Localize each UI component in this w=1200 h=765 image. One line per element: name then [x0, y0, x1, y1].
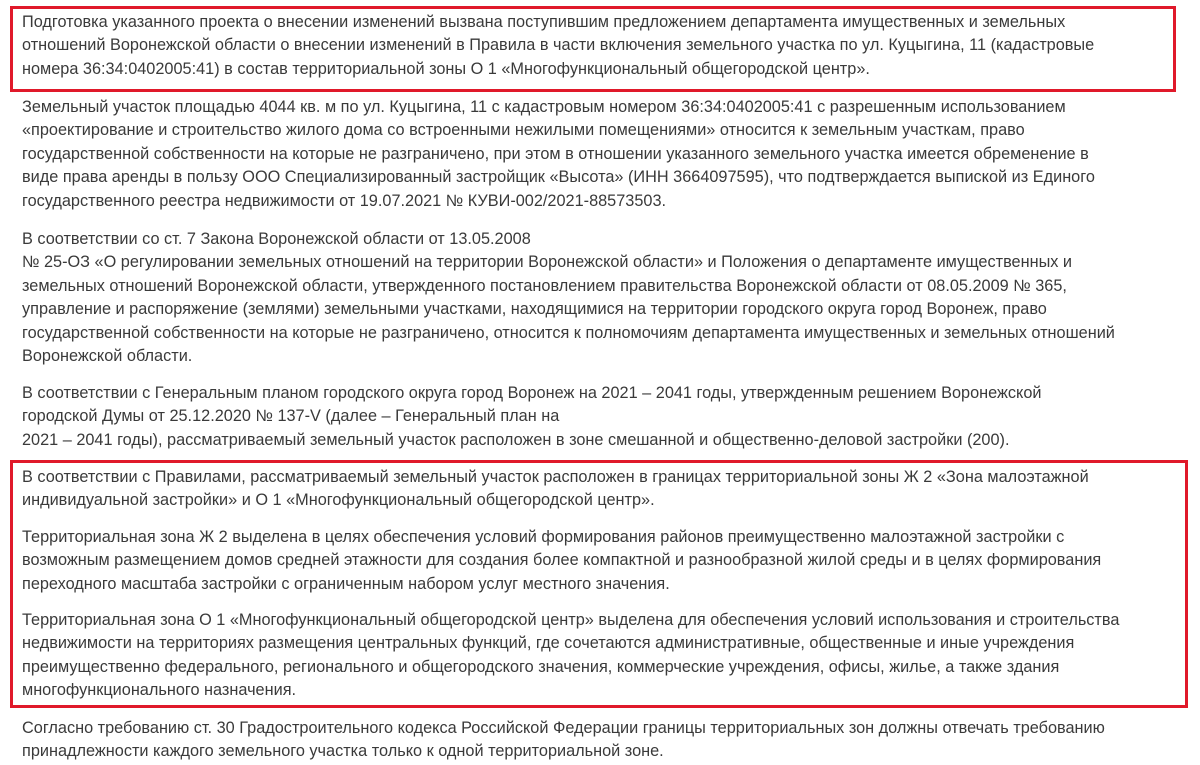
text-line: управление и распоряжение (землями) земельными участками, находящимися на территории городского округа город Воронеж, право: [22, 300, 1047, 319]
text-line: В соответствии с Генеральным планом городского округа город Воронеж на 2021 – 2041 годы, утвержденным решением Воронежской: [22, 384, 1042, 402]
paragraph-zone-zh2: [22, 526, 1101, 596]
text-line: Земельный участок площадью 4044 кв. м по ул. Куцыгина, 11 с кадастровым номером 36:34:0402005:41 с разрешенным использованием: [22, 98, 1066, 116]
text-line: городской Думы от 25.12.2020 № 137-V (далее – Генеральный план на: [22, 407, 560, 426]
text-line: № 25-ОЗ «О регулировании земельных отношений на территории Воронежской области» и Положения о департаменте имущественных и: [22, 253, 1073, 272]
text-line: 2021 – 2041 годы), рассматриваемый земельный участок расположен в зоне смешанной и общественно-деловой застройки (200).: [22, 430, 1010, 449]
text-line: Территориальная зона Ж 2 выделена в целях обеспечения условий формирования районов преимущественно малоэтажной застройки с: [22, 528, 1065, 546]
text-line: виде права аренды в пользу ООО Специализированный застройщик «Высота» (ИНН 3664097595), что подтверждается выпиской из Единого: [22, 168, 1095, 187]
text-line: номера 36:34:0402005:41) в состав территориальной зоны О 1 «Многофункциональный общегородской центр».: [22, 59, 870, 78]
paragraph-regional-law: [22, 228, 1115, 368]
text-line: недвижимости на территориях размещения центральных функций, где сочетаются административные, общественные и иные учреждения: [22, 634, 1075, 653]
text-line: земельных отношений Воронежской области, утвержденного постановлением правительства Воронежской области от 08.05.2009 № 365,: [22, 276, 1067, 295]
paragraph-rules-zones: [22, 466, 1089, 513]
text-line: Подготовка указанного проекта о внесении изменений вызвана поступившим предложением департамента имущественных и земельных: [22, 13, 1066, 31]
paragraph-zone-o1: [22, 609, 1119, 703]
text-line: Территориальная зона О 1 «Многофункциональный общегородской центр» выделена для обеспечения условий использования и строительства: [22, 611, 1120, 629]
text-line: государственного реестра недвижимости от 19.07.2021 № КУВИ-002/2021-88573503.: [22, 191, 667, 210]
text-line: В соответствии с Правилами, рассматриваемый земельный участок расположен в границах территориальной зоны Ж 2 «Зона малоэтажной: [22, 468, 1089, 486]
text-line: В соответствии со ст. 7 Закона Воронежской области от 13.05.2008: [22, 230, 531, 248]
text-line: Согласно требованию ст. 30 Градостроительного кодекса Российской Федерации границы территориальных зон должны отвечать требованию: [22, 719, 1105, 737]
text-line: индивидуальной застройки» и О 1 «Многофункциональный общегородской центр».: [22, 491, 655, 510]
text-line: государственной собственности на которые не разграничено, относится к полномочиям департамента имущественных и земельных отношений: [22, 323, 1115, 342]
text-line: принадлежности каждого земельного участка только к одной территориальной зоне.: [22, 742, 664, 761]
paragraph-land-plot: [22, 96, 1095, 213]
paragraph-general-plan: [22, 382, 1042, 452]
text-line: «проектирование и строительство жилого дома со встроенными нежилыми помещениями» относится к земельным участкам, право: [22, 121, 1025, 140]
text-line: возможным размещением домов средней этажности для создания более компактной и разнообразной жилой среды и в целях формирования: [22, 551, 1102, 570]
text-line: Воронежской области.: [22, 347, 193, 366]
paragraph-project-reason: [22, 11, 1094, 81]
text-line: государственной собственности на которые не разграничено, при этом в отношении указанного земельного участка имеется обременение в: [22, 144, 1089, 163]
paragraph-urban-code: [22, 717, 1105, 764]
text-line: переходного масштаба застройки с ограниченным набором услуг местного значения.: [22, 574, 670, 593]
text-line: многофункционального назначения.: [22, 681, 297, 700]
text-line: преимущественно федерального, регионального и общегородского значения, коммерческие учреждения, офисы, жилье, а также здания: [22, 657, 1060, 676]
text-line: отношений Воронежской области о внесении изменений в Правила в части включения земельного участка по ул. Куцыгина, 11 (кадастровые: [22, 36, 1095, 55]
